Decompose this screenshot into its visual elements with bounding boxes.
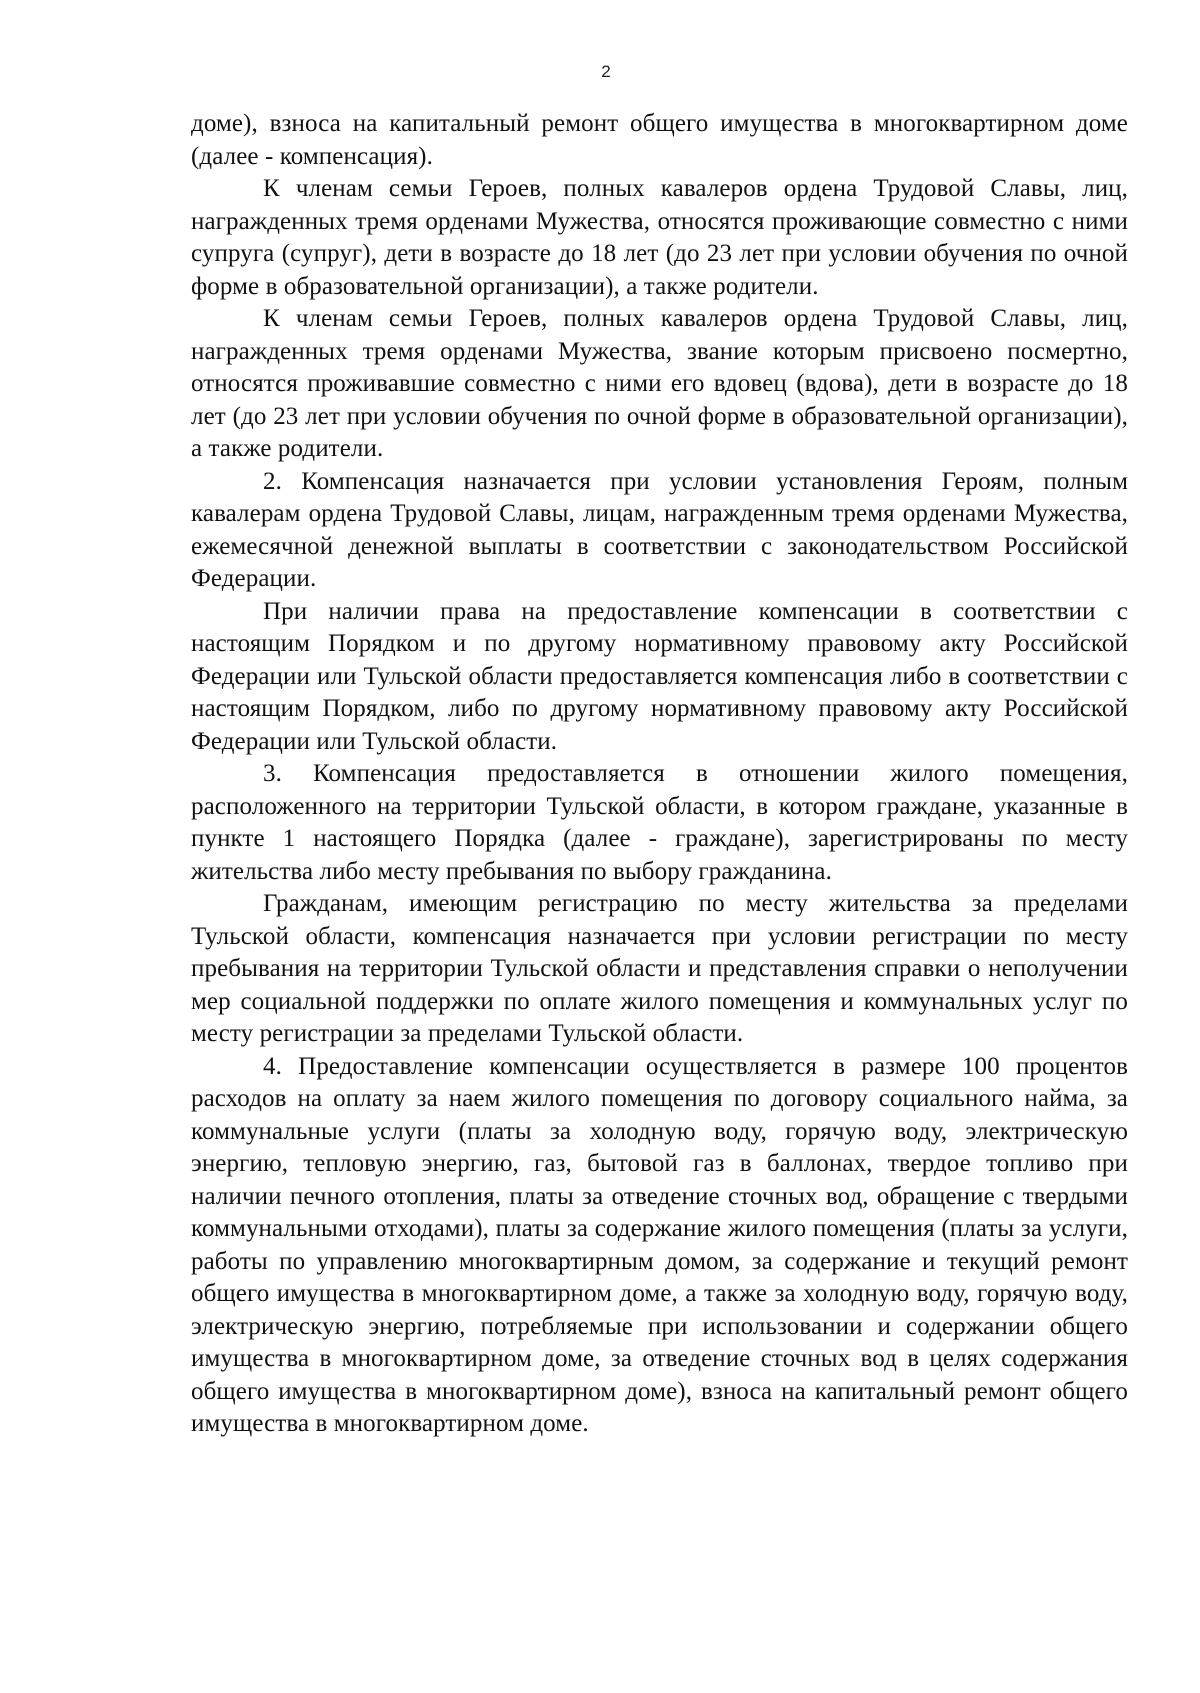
paragraph-continuation: доме), взноса на капитальный ремонт общего имущества в многоквартирном доме (далее - компенсация). xyxy=(191,110,1128,170)
document-body xyxy=(191,108,1128,1441)
paragraph-registration: Гражданам, имеющим регистрацию по месту жительства за пределами Тульской области, компенсация назначается при условии регистрации по месту пребывания на территории Тульской области и представления справки о неполучении мер социальной поддержки по оплате жилого помещения и коммунальных услуг по месту регистрации за пределами Тульской области. xyxy=(191,890,1128,1047)
paragraph-family-members-posthumous: К членам семьи Героев, полных кавалеров ордена Трудовой Славы, лиц, награжденных тремя орденами Мужества, звание которым присвоено посмертно, относятся проживавшие совместно с ними его вдовец (вдова), дети в возрасте до 18 лет (до 23 лет при условии обучения по очной форме в образовательной организации), а также родители. xyxy=(191,305,1128,462)
paragraph-clause-4: 4. Предоставление компенсации осуществляется в размере 100 процентов расходов на оплату за наем жилого помещения по договору социального найма, за коммунальные услуги (платы за холодную воду, горячую воду, электрическую энергию, тепловую энергию, газ, бытовой газ в баллонах, твердое топливо при наличии печного отопления, платы за отведение сточных вод, обращение с твердыми коммунальными отходами), платы за содержание жилого помещения (платы за услуги, работы по управлению многоквартирным домом, за содержание и текущий ремонт общего имущества в многоквартирном доме, а также за холодную воду, горячую воду, электрическую энергию, потребляемые при использовании и содержании общего имущества в многоквартирном доме, за отведение сточных вод в целях содержания общего имущества в многоквартирном доме), взноса на капитальный ремонт общего имущества в многоквартирном доме. xyxy=(191,1052,1128,1437)
paragraph-right-to-compensation: При наличии права на предоставление компенсации в соответствии с настоящим Порядком и по другому нормативному правовому акту Российской Федерации или Тульской области предоставляется компенсация либо в соответствии с настоящим Порядком, либо по другому нормативному правовому акту Российской Федерации или Тульской области. xyxy=(191,597,1128,755)
paragraph-clause-2: 2. Компенсация назначается при условии установления Героям, полным кавалерам ордена Трудовой Славы, лицам, награжденным тремя орденами Мужества, ежемесячной денежной выплаты в соответствии с законодательством Российской Федерации. xyxy=(191,467,1128,592)
paragraph-family-members: К членам семьи Героев, полных кавалеров ордена Трудовой Славы, лиц, награжденных тремя орденами Мужества, относятся проживающие совместно с ними супруга (супруг), дети в возрасте до 18 лет (до 23 лет при условии обучения по очной форме в образовательной организации), а также родители. xyxy=(191,175,1128,300)
page-number: 2 xyxy=(601,62,611,81)
paragraph-clause-3: 3. Компенсация предоставляется в отношении жилого помещения, расположенного на территории Тульской области, в котором граждане, указанные в пункте 1 настоящего Порядка (далее - граждане), зарегистрированы по месту жительства либо месту пребывания по выбору гражданина. xyxy=(191,760,1128,885)
